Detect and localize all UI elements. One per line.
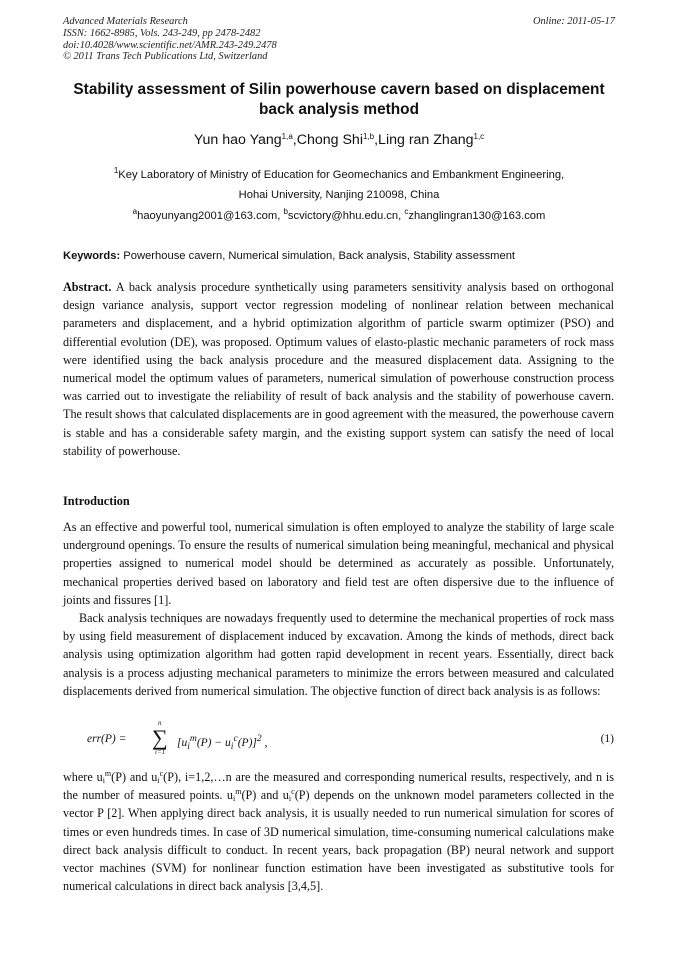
- email-a-sup: a: [132, 207, 138, 216]
- author-2: ,Chong Shi: [292, 132, 363, 148]
- affiliation-line-2: Hohai University, Nanjing 210098, China: [238, 188, 440, 201]
- section-heading-introduction: Introduction: [63, 494, 130, 508]
- email-b-sup: b: [283, 207, 288, 216]
- author-1-sup: 1,a: [281, 132, 293, 141]
- equation-sum-lower: i=1: [155, 748, 166, 756]
- equation-lhs: err(P) =: [87, 733, 127, 745]
- affiliation-sup: 1: [113, 166, 119, 175]
- p3-part-a: where u: [63, 770, 103, 784]
- author-list: [40, 131, 638, 149]
- equation-sum-upper: n: [158, 719, 162, 727]
- journal-name: Advanced Materials Research: [63, 16, 188, 27]
- p3-sup-c: c: [159, 769, 164, 778]
- p3-sup-m: m: [104, 769, 112, 778]
- author-emails: [40, 209, 638, 224]
- keywords-text: Powerhouse cavern, Numerical simulation, Back analysis, Stability assessment: [120, 250, 516, 262]
- author-2-sup: 1,b: [362, 132, 375, 141]
- abstract-text: A back analysis procedure synthetically using parameters sensitivity analysis based on orthogonal design variance analysis, support vector regression modeling of nonlinear relation between mechanical parameters and displacement, and a hybrid optimization algorithm of particle swarm optimizer (PSO) and differential evolution (DE), was proposed. Optimum values of elasto-plastic mechanic parameters of rock mass were identified using the back analysis procedure and the measured displacement data. Assigning to the numerical model the optimum values of parameters, numerical simulation of powerhouse construction process was carried out to investigate the reliability of result of back analysis and the stability of powerhouse cavern. The result shows that calculated displacements are in good agreement with the measured, the powerhouse cavern is stable and has a considerable safety margin, and the existing support system can satisfy the need of local stability of powerhouse.: [63, 280, 614, 458]
- p3-part-c: (P), i=1,2,…n are the measured and corresponding numerical results, respectively, and n is the number of measured points. u: [63, 770, 615, 803]
- intro-paragraph-1: As an effective and powerful tool, numerical simulation is often employed to analyze the stability of large scale underground openings. To ensure the results of numerical simulation being meaningful, mechanical and physical properties assigned to numerical model should be determined as accurately as possible. Unfortunately, mechanical properties derived based on laboratory and field test are often dispersive due to the influence of joints and fissures [1].: [63, 520, 614, 607]
- p3-part-e: (P) depends on the unknown model parameters collected in the vector P [2]. When applying direct back analysis, it is usually needed to run numerical simulation for scores of times or even hundreds times. In case of 3D numerical simulation, time-consuming numerical calculations make direct back analysis difficult to conduct. In recent years, back propagation (BP) neural network and support vector machines (SVM) for nonlinear function estimation have been investigated as substitutive tools for numerical calculations in direct back analysis [3,4,5].: [63, 788, 614, 894]
- issn-line: ISSN: 1662-8985, Vols. 243-249, pp 2478-2482: [63, 27, 261, 39]
- author-1: Yun hao Yang: [193, 132, 282, 148]
- equation-sum-symbol: ∑: [152, 725, 168, 750]
- paper-title: Stability assessment of Silin powerhouse cavern based on displacement back analysis method: [73, 81, 605, 118]
- abstract: [63, 278, 614, 460]
- equation-rhs-open: [u: [177, 736, 188, 749]
- affiliation: [40, 166, 638, 205]
- online-date: Online: 2011-05-17: [532, 16, 615, 27]
- author-3-sup: 1,c: [473, 132, 485, 141]
- equation-number: (1): [600, 733, 614, 745]
- intro-paragraph-2: Back analysis techniques are nowadays frequently used to determine the mechanical properties of rock mass by using field measurement of displacement induced by excavation. Among the kinds of methods, direct back analysis using optimization algorithm had gotten rapid development in recent years. Essentially, direct back analysis is a process adjusting mechanical parameters to minimize the errors between measured and calculated displacements derived from numerical simulation. The objective function of direct back analysis is as follows:: [63, 611, 614, 698]
- equation-rhs: $[u_i^m(P) - u_i^c(P)]^2$ ,: [177, 733, 268, 753]
- keywords-label: Keywords:: [63, 250, 121, 262]
- email-c-sup: c: [404, 207, 409, 216]
- email-c: zhanglingran130@163.com: [408, 210, 546, 222]
- doi-line: doi:10.4028/www.scientific.net/AMR.243-249.2478: [63, 39, 277, 51]
- keywords: [63, 249, 615, 264]
- intro-paragraph-3: where $u_i^m(P)$ and $u_i^c(P)$, i=1,2,…n are the measured and corresponding numerical results, respectively, and n is the number of measured points. $u_i^m(P)$ and $u_i^c(P)$ depends on the unknown model parameters collected in the vector P [2]. When applying direct back analysis, it is usually needed to run numerical simulation for scores of times or even hundreds times. In case of 3D numerical simulation, time-consuming numerical calculations make direct back analysis difficult to conduct. In recent years, back propagation (BP) neural network and support vector machines (SVM) for nonlinear function estimation have been investigated as substitutive tools for numerical calculations in direct back analysis [3,4,5].: [63, 769, 615, 894]
- affiliation-line-1: Key Laboratory of Ministry of Education for Geomechanics and Embankment Engineering,: [118, 169, 565, 181]
- p3-part-b: (P) and u: [111, 770, 158, 784]
- author-3: ,Ling ran Zhang: [374, 132, 474, 148]
- copyright-line: © 2011 Trans Tech Publications Ltd, Switzerland: [63, 51, 268, 63]
- equation-1: [87, 719, 614, 758]
- email-b: scvictory@hhu.edu.cn,: [287, 210, 405, 222]
- p3-part-d: (P) and u: [241, 788, 289, 803]
- journal-metadata: [63, 16, 277, 63]
- email-a: haoyunyang2001@163.com,: [137, 210, 284, 222]
- abstract-label: Abstract.: [63, 280, 112, 294]
